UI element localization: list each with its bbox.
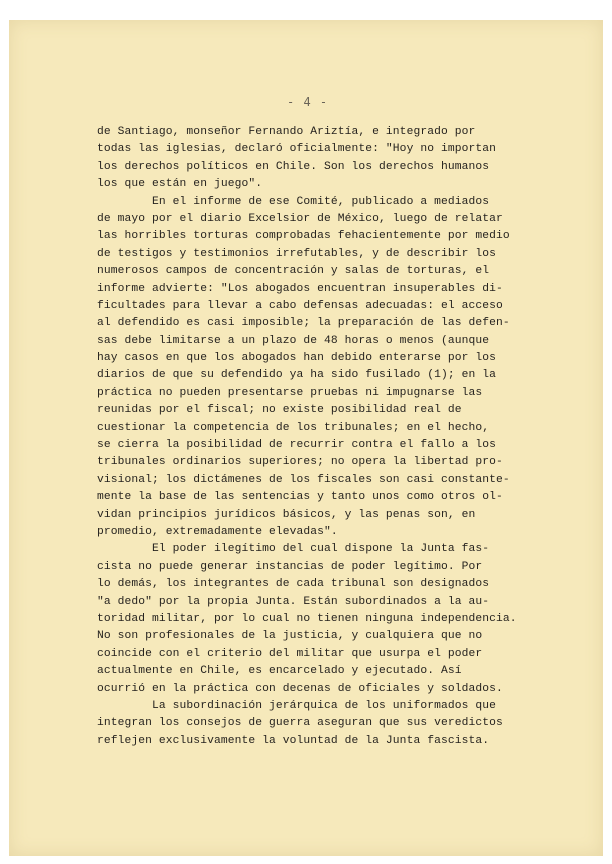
text-line: los que están en juego". [97, 178, 263, 191]
text-line: mente la base de las sentencias y tanto unos como otros ol- [97, 491, 503, 504]
text-line: diarios de que su defendido ya ha sido fusilado (1); en la [97, 369, 496, 382]
text-line: de testigos y testimonios irrefutables, y de describir los [97, 247, 496, 260]
text-line: numerosos campos de concentración y salas de torturas, el [97, 265, 490, 278]
text-line: coincide con el criterio del militar que usurpa el poder [97, 647, 483, 660]
text-line: sas debe limitarse a un plazo de 48 horas o menos (aunque [97, 334, 490, 347]
text-line: reunidas por el fiscal; no existe posibilidad real de [97, 404, 462, 417]
text-line: tribunales ordinarios superiores; no opera la libertad pro- [97, 456, 503, 469]
text-line: de Santiago, monseñor Fernando Ariztía, e integrado por [97, 126, 476, 138]
text-line: de mayo por el diario Excelsior de México, luego de relatar [97, 212, 503, 225]
text-line: En el informe de ese Comité, publicado a mediados [97, 195, 490, 208]
text-line: las horribles torturas comprobadas fehacientemente por medio [97, 230, 510, 243]
text-line: visional; los dictámenes de los fiscales son casi constante- [97, 473, 510, 486]
text-line: lo demás, los integrantes de cada tribunal son designados [97, 578, 490, 591]
text-line: La subordinación jerárquica de los uniformados que [97, 699, 496, 712]
body-text [97, 124, 537, 750]
text-line: hay casos en que los abogados han debido enterarse por los [97, 352, 496, 365]
text-line: ficultades para llevar a cabo defensas adecuadas: el acceso [97, 299, 503, 312]
text-line: No son profesionales de la justicia, y cualquiera que no [97, 630, 483, 643]
text-line: ocurrió en la práctica con decenas de oficiales y soldados. [97, 682, 503, 695]
text-line: cista no puede generar instancias de poder legítimo. Por [97, 560, 483, 573]
text-line: El poder ilegítimo del cual dispone la Junta fas- [97, 543, 490, 556]
text-line: vidan principios jurídicos básicos, y las penas son, en [97, 508, 476, 521]
text-line: los derechos políticos en Chile. Son los derechos humanos [97, 160, 490, 173]
text-line: cuestionar la competencia de los tribunales; en el hecho, [97, 421, 490, 434]
document-page [9, 20, 603, 856]
text-line: toridad militar, por lo cual no tienen ninguna independencia. [97, 612, 517, 625]
text-line: informe advierte: "Los abogados encuentran insuperables di- [97, 282, 503, 295]
text-line: integran los consejos de guerra aseguran que sus veredictos [97, 717, 503, 730]
text-line: práctica no pueden presentarse pruebas ni impugnarse las [97, 386, 483, 399]
text-line: se cierra la posibilidad de recurrir contra el fallo a los [97, 439, 496, 452]
text-line: todas las iglesias, declaró oficialmente: "Hoy no importan [97, 143, 496, 156]
page-number: - 4 - [287, 95, 329, 109]
text-line: "a dedo" por la propia Junta. Están subordinados a la au- [97, 595, 490, 608]
text-line: promedio, extremadamente elevadas". [97, 525, 338, 538]
text-line: al defendido es casi imposible; la preparación de las defen- [97, 317, 510, 330]
text-line: actualmente en Chile, es encarcelado y ejecutado. Así [97, 665, 462, 678]
text-line: reflejen exclusivamente la voluntad de la Junta fascista. [97, 734, 490, 747]
